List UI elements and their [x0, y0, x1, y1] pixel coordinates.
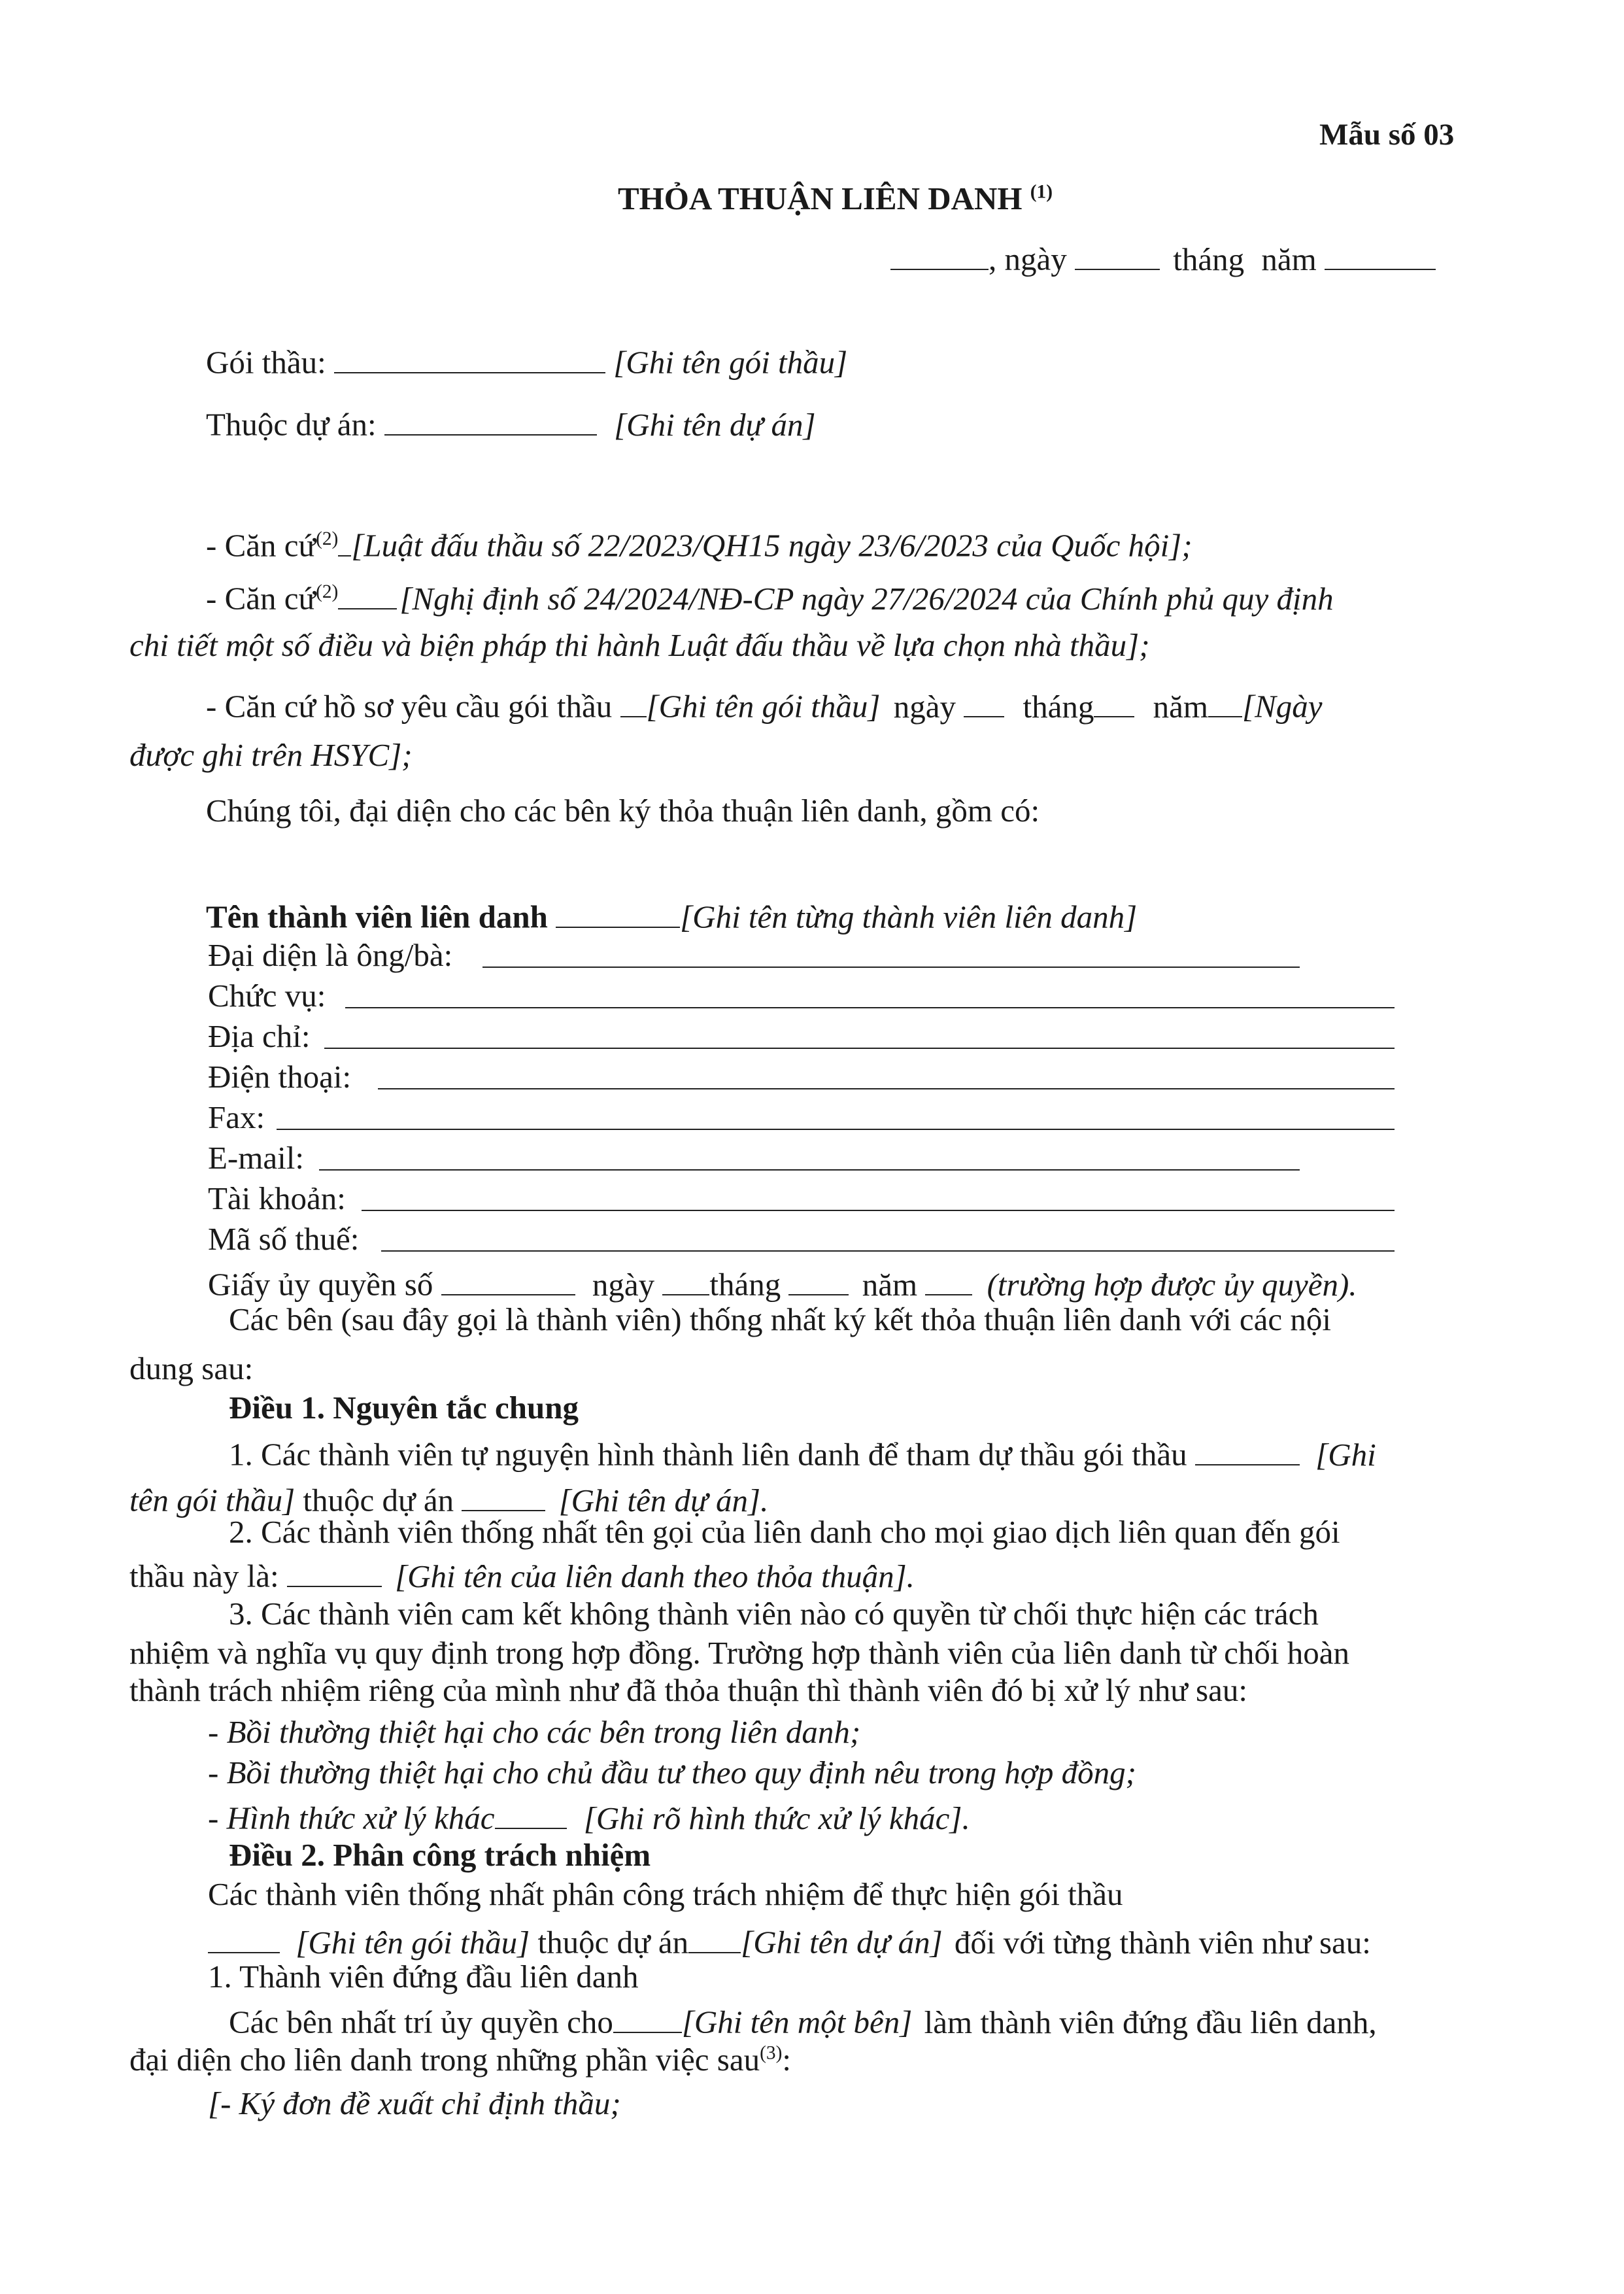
project-label: Thuộc dự án: [206, 406, 377, 443]
penalty-item-3-blank [495, 1797, 567, 1829]
agreement-sentence: Các bên (sau đây gọi là thành viên) thống nhất ký kết thỏa thuận liên danh với các nội [229, 1301, 1332, 1337]
field-representative-line [482, 967, 1300, 968]
hsyc-day-blank [964, 685, 1004, 717]
article-2-heading: Điều 2. Phân công trách nhiệm [229, 1837, 651, 1873]
article-1-clause-1-continued [129, 1479, 768, 1516]
article-1-heading: Điều 1. Nguyên tắc chung [229, 1390, 579, 1426]
clause-1-project-hint: [Ghi tên dự án]. [558, 1482, 769, 1518]
date-year-label: năm [1261, 241, 1317, 277]
document-title [618, 182, 1053, 214]
leader-hint: [Ghi tên một bên] [681, 2004, 913, 2040]
leader-task-1: [- Ký đơn đề xuất chỉ định thầu; [208, 2085, 621, 2121]
article-2-section-1-text [229, 2001, 1377, 2038]
date-month-label: tháng [1173, 241, 1245, 277]
project-blank [384, 403, 597, 436]
article-1-clause-3-line-3: thành trách nhiệm riêng của mình như đã thỏa thuận thì thành viên đó bị xử lý như sau: [129, 1672, 1247, 1708]
clause-2-label: thầu này là: [129, 1558, 279, 1594]
article-2-project-hint: [Ghi tên dự án] [741, 1924, 943, 1960]
hsyc-hint: [Ghi tên gói thầu] [646, 688, 881, 725]
basis-prefix: - Căn cứ [206, 580, 316, 617]
member-name-line [206, 896, 1137, 933]
hsyc-year-label: năm [1153, 688, 1208, 725]
year-blank [1325, 238, 1436, 270]
basis-prefix: - Căn cứ [206, 527, 316, 564]
penalty-item-3-text: - Hình thức xử lý khác [208, 1800, 495, 1836]
agreement-sentence-continued: dung sau: [129, 1350, 254, 1386]
poa-year-label: năm [862, 1266, 918, 1303]
field-account-line [362, 1210, 1395, 1211]
hsyc-date-hint-continued: được ghi trên HSYC]; [129, 737, 413, 773]
article-2-intro-tail: đối với từng thành viên như sau: [954, 1924, 1371, 1960]
article-2-project-label: thuộc dự án [537, 1924, 689, 1960]
field-representative: Đại diện là ông/bà: [208, 937, 453, 973]
field-address-line [324, 1048, 1395, 1049]
package-label: Gói thầu: [206, 344, 326, 381]
clause-1-project-label: thuộc dự án [303, 1482, 454, 1518]
field-fax: Fax: [208, 1099, 265, 1135]
package-line [206, 341, 847, 379]
title-footnote-marker: (1) [1030, 181, 1053, 203]
penalty-item-3 [208, 1797, 970, 1834]
article-2-package-hint: [Ghi tên gói thầu] [296, 1924, 530, 1960]
poa-year-blank [925, 1263, 972, 1295]
title-text: THỎA THUẬN LIÊN DANH [618, 180, 1023, 216]
poa-hint: (trường hợp được ủy quyền). [987, 1266, 1357, 1303]
place-blank [890, 238, 989, 270]
leader-footnote-marker: (3) [760, 2042, 783, 2064]
law-reference: [Luật đấu thầu số 22/2023/QH15 ngày 23/6/2023 của Quốc hội]; [351, 527, 1193, 564]
project-line [206, 403, 816, 441]
clause-2-hint: [Ghi tên của liên danh theo thỏa thuận]. [395, 1558, 915, 1594]
penalty-item-3-hint: [Ghi rõ hình thức xử lý khác]. [583, 1800, 970, 1836]
field-position: Chức vụ: [208, 978, 326, 1014]
field-email: E-mail: [208, 1140, 304, 1176]
hsyc-prefix: - Căn cứ hồ sơ yêu cầu gói thầu [206, 688, 613, 725]
hsyc-blank [620, 685, 647, 717]
leader-text-tail: làm thành viên đứng đầu liên danh, [924, 2004, 1377, 2040]
date-line [890, 238, 1436, 275]
date-day-label: , ngày [989, 241, 1067, 277]
poa-day-blank [662, 1263, 709, 1295]
hsyc-year-blank [1208, 685, 1242, 717]
package-blank [334, 341, 605, 373]
penalty-item-1: - Bồi thường thiệt hại cho các bên trong liên danh; [208, 1714, 861, 1750]
clause-1-hint-continued: tên gói thầu] [129, 1482, 296, 1518]
hsyc-month-label: tháng [1023, 688, 1094, 725]
hsyc-day-label: ngày [893, 688, 956, 725]
poa-day-label: ngày [592, 1266, 655, 1303]
leader-scope-text: đại diện cho liên danh trong những phần việc sau [129, 2042, 760, 2078]
poa-month-blank [788, 1263, 849, 1295]
field-phone-line [378, 1088, 1395, 1089]
form-number: Mẫu số 03 [1319, 118, 1455, 152]
clause-1-blank [1195, 1433, 1300, 1465]
poa-label: Giấy ủy quyền số [208, 1266, 433, 1303]
hsyc-month-blank [1094, 685, 1134, 717]
leader-scope-colon: : [782, 2042, 792, 2078]
clause-2-blank [287, 1555, 382, 1587]
article-2-project-blank [688, 1921, 741, 1953]
project-hint: [Ghi tên dự án] [614, 406, 816, 443]
article-2-intro: Các thành viên thống nhất phân công trách nhiệm để thực hiện gói thầu [208, 1876, 1123, 1912]
article-1-clause-3-line-2: nhiệm và nghĩa vụ quy định trong hợp đồng. Trường hợp thành viên của liên danh từ chối hoàn [129, 1635, 1350, 1671]
basis-footnote-marker: (2) [316, 528, 339, 549]
poa-month-label: tháng [709, 1266, 781, 1303]
basis-law [206, 524, 1193, 562]
power-of-attorney-line [208, 1263, 1357, 1301]
leader-blank [613, 2001, 682, 2033]
day-blank [1075, 238, 1160, 270]
article-2-intro-continued [208, 1921, 1371, 1959]
field-tax-code: Mã số thuế: [208, 1221, 360, 1257]
member-name-blank [556, 896, 680, 928]
poa-number-blank [441, 1263, 575, 1295]
field-address: Địa chỉ: [208, 1018, 311, 1054]
field-position-line [345, 1007, 1395, 1008]
basis-decree [206, 577, 1334, 615]
article-1-clause-2-continued [129, 1555, 915, 1592]
leader-text: Các bên nhất trí ủy quyền cho [229, 2004, 613, 2040]
field-phone: Điện thoại: [208, 1059, 352, 1095]
decree-reference: [Nghị định số 24/2024/NĐ-CP ngày 27/26/2024 của Chính phủ quy định [399, 580, 1334, 617]
clause-1-hint: [Ghi [1315, 1436, 1376, 1473]
basis-blank [338, 524, 351, 556]
decree-reference-continued: chi tiết một số điều và biện pháp thi hành Luật đấu thầu về lựa chọn nhà thầu]; [129, 627, 1150, 663]
intro-text: Chúng tôi, đại diện cho các bên ký thỏa thuận liên danh, gồm có: [206, 793, 1040, 829]
hsyc-date-hint: [Ngày [1242, 688, 1323, 725]
article-1-clause-1 [229, 1433, 1376, 1471]
article-2-section-1: 1. Thành viên đứng đầu liên danh [208, 1959, 639, 1994]
article-1-clause-2: 2. Các thành viên thống nhất tên gọi của liên danh cho mọi giao dịch liên quan đến gói [229, 1514, 1340, 1550]
field-email-line [319, 1169, 1300, 1171]
basis-hsyc [206, 685, 1323, 723]
package-hint: [Ghi tên gói thầu] [613, 344, 848, 381]
penalty-item-2: - Bồi thường thiệt hại cho chủ đầu tư theo quy định nêu trong hợp đồng; [208, 1755, 1136, 1790]
basis-footnote-marker: (2) [316, 581, 339, 602]
article-2-section-1-continued [129, 2044, 791, 2076]
article-2-package-blank [208, 1921, 280, 1953]
clause-1-text: 1. Các thành viên tự nguyện hình thành liên danh để tham dự thầu gói thầu [229, 1436, 1187, 1473]
clause-1-project-blank [462, 1479, 545, 1511]
field-account: Tài khoản: [208, 1180, 346, 1216]
field-fax-line [277, 1129, 1395, 1130]
member-name-label: Tên thành viên liên danh [206, 899, 548, 935]
field-tax-code-line [381, 1250, 1395, 1252]
member-name-hint: [Ghi tên từng thành viên liên danh] [680, 899, 1138, 935]
article-1-clause-3: 3. Các thành viên cam kết không thành viên nào có quyền từ chối thực hiện các trách [229, 1596, 1319, 1632]
basis-blank [338, 577, 397, 609]
